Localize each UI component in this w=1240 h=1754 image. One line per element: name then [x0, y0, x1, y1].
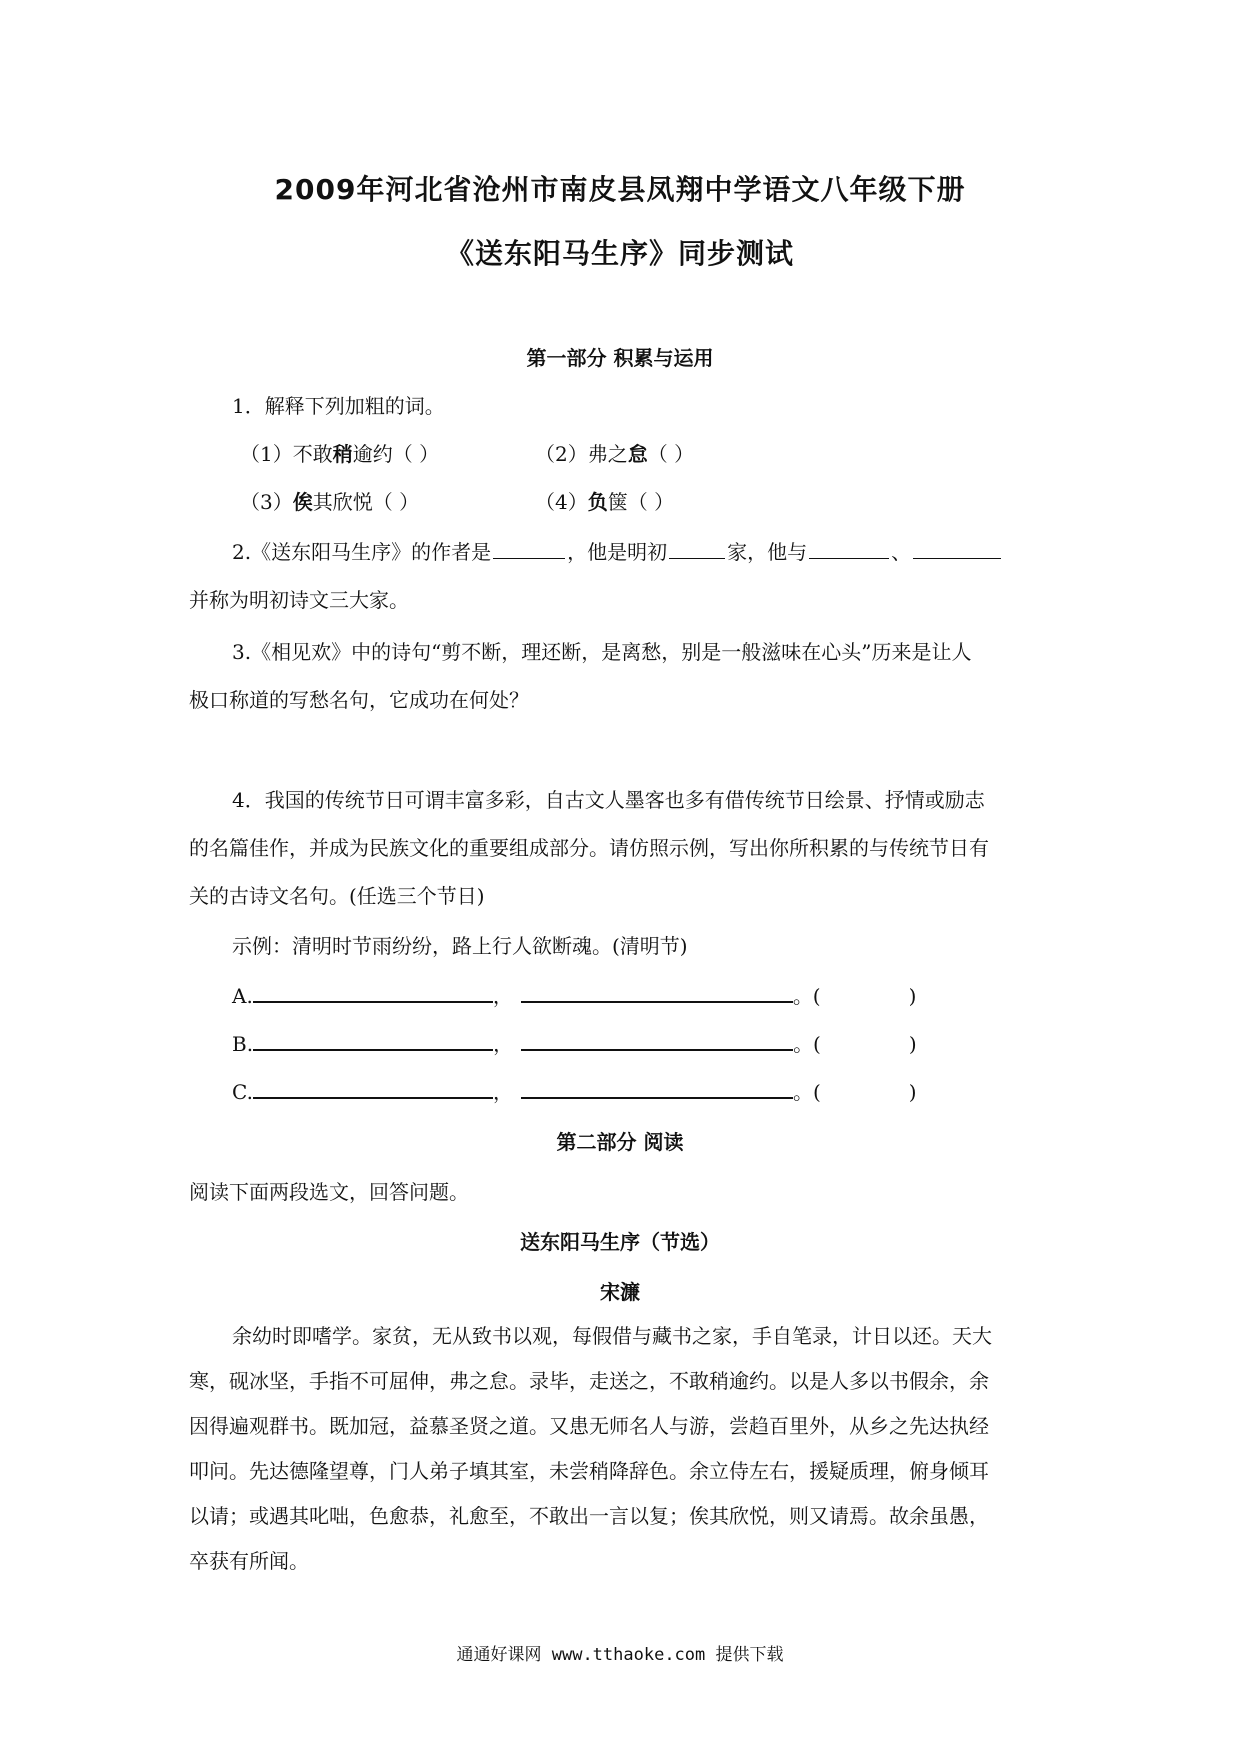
option-close: ) — [908, 984, 917, 1008]
q1-item-3-post: 其欣悦（ ） — [312, 490, 420, 514]
q1-item-3 — [240, 486, 419, 515]
q4-option-b — [232, 1028, 917, 1057]
option-label: B. — [232, 1032, 254, 1056]
passage-line: 以请；或遇其叱咄，色愈恭，礼愈至，不敢出一言以复；俟其欣悦，则又请焉。故余虽愚， — [189, 1504, 989, 1528]
q4-line-3: 关的古诗文名句。(任选三个节日) — [189, 884, 485, 908]
q4-example: 示例：清明时节雨纷纷，路上行人欲断魂。(清明节) — [232, 934, 688, 958]
q4-line-1: 4．我国的传统节日可谓丰富多彩，自古文人墨客也多有借传统节日绘景、抒情或励志 — [232, 788, 985, 812]
q1-item-2-bold: 怠 — [627, 442, 648, 466]
q1-item-1-post: 逾约（ ） — [352, 442, 440, 466]
q2-text-b: ，他是明初 — [567, 540, 668, 564]
passage-body — [189, 1314, 1059, 1584]
q1-item-4-pre: （4） — [535, 490, 588, 514]
q2-blank-name-2[interactable] — [913, 538, 1001, 559]
title-line-2: 《送东阳马生序》同步测试 — [445, 237, 794, 270]
option-end: 。( — [792, 984, 821, 1008]
q1-item-2-pre: （2）弗之 — [535, 442, 628, 466]
q3-line-1: 3.《相见欢》中的诗句“剪不断，理还断，是离愁，别是一般滋味在心头”历来是让人 — [232, 640, 972, 664]
footer-source: 通通好课网 www.tthaoke.com 提供下载 — [456, 1645, 784, 1665]
passage-title: 送东阳马生序（节选） — [520, 1230, 720, 1254]
option-comma: ， — [492, 1080, 513, 1104]
passage-line: 余幼时即嗜学。家贫，无从致书以观，每假借与藏书之家，手自笔录，计日以还。天大 — [232, 1324, 992, 1348]
q1-item-2 — [535, 438, 694, 467]
q1-item-4-bold: 负 — [587, 490, 608, 514]
q4-option-c — [232, 1076, 917, 1105]
q1-item-1 — [240, 438, 439, 467]
part1-heading: 第一部分 积累与运用 — [526, 346, 714, 370]
q2-text-d: 、 — [891, 540, 912, 564]
option-label: C. — [232, 1080, 253, 1104]
option-close: ) — [908, 1032, 917, 1056]
q2-text-a: 2.《送东阳马生序》的作者是 — [232, 540, 492, 564]
q2-blank-author[interactable] — [493, 538, 565, 559]
q1-item-2-post: （ ） — [647, 442, 695, 466]
q1-item-1-pre: （1）不敢 — [240, 442, 333, 466]
passage-line: 寒，砚冰坚，手指不可屈伸，弗之怠。录毕，走送之，不敢稍逾约。以是人多以书假余，余 — [189, 1369, 989, 1393]
q4-line-2: 的名篇佳作，并成为民族文化的重要组成部分。请仿照示例，写出你所积累的与传统节日有 — [189, 836, 989, 860]
answer-blank-first[interactable] — [253, 983, 493, 1003]
answer-blank-second[interactable] — [521, 1031, 793, 1051]
answer-blank-first[interactable] — [253, 1079, 493, 1099]
passage-author: 宋濂 — [600, 1280, 640, 1304]
option-comma: ， — [493, 1032, 514, 1056]
q4-option-a — [232, 980, 916, 1009]
q1-item-4-post: 箧（ ） — [607, 490, 675, 514]
q1-stem: 1．解释下列加粗的词。 — [232, 394, 445, 418]
answer-blank-second[interactable] — [521, 1079, 793, 1099]
option-comma: ， — [492, 984, 513, 1008]
q2-text-c: 家，他与 — [727, 540, 808, 564]
title-line-1: 2009年河北省沧州市南皮县凤翔中学语文八年级下册 — [274, 173, 966, 206]
q1-item-4 — [535, 486, 674, 515]
part2-heading: 第二部分 阅读 — [556, 1130, 684, 1154]
q1-item-3-bold: 俟 — [292, 490, 313, 514]
q2-blank-genre[interactable] — [669, 538, 725, 559]
answer-blank-second[interactable] — [521, 983, 793, 1003]
q3-line-2: 极口称道的写愁名句，它成功在何处？ — [189, 688, 529, 712]
option-end: 。( — [792, 1080, 821, 1104]
answer-blank-first[interactable] — [253, 1031, 493, 1051]
option-close: ) — [908, 1080, 917, 1104]
passage-line: 因得遍观群书。既加冠，益慕圣贤之道。又患无师名人与游，尝趋百里外，从乡之先达执经 — [189, 1414, 989, 1438]
q2-blank-name-1[interactable] — [809, 538, 889, 559]
q1-item-3-pre: （3） — [240, 490, 293, 514]
option-label: A. — [232, 984, 253, 1008]
option-end: 。( — [793, 1032, 821, 1056]
q2-line-1 — [232, 536, 1003, 565]
passage-line: 叩问。先达德隆望尊，门人弟子填其室，未尝稍降辞色。余立侍左右，援疑质理，俯身倾耳 — [189, 1459, 989, 1483]
part2-intro: 阅读下面两段选文，回答问题。 — [189, 1180, 469, 1204]
q1-item-1-bold: 稍 — [332, 442, 353, 466]
q2-line-2: 并称为明初诗文三大家。 — [189, 588, 409, 612]
passage-line: 卒获有所闻。 — [189, 1549, 309, 1573]
